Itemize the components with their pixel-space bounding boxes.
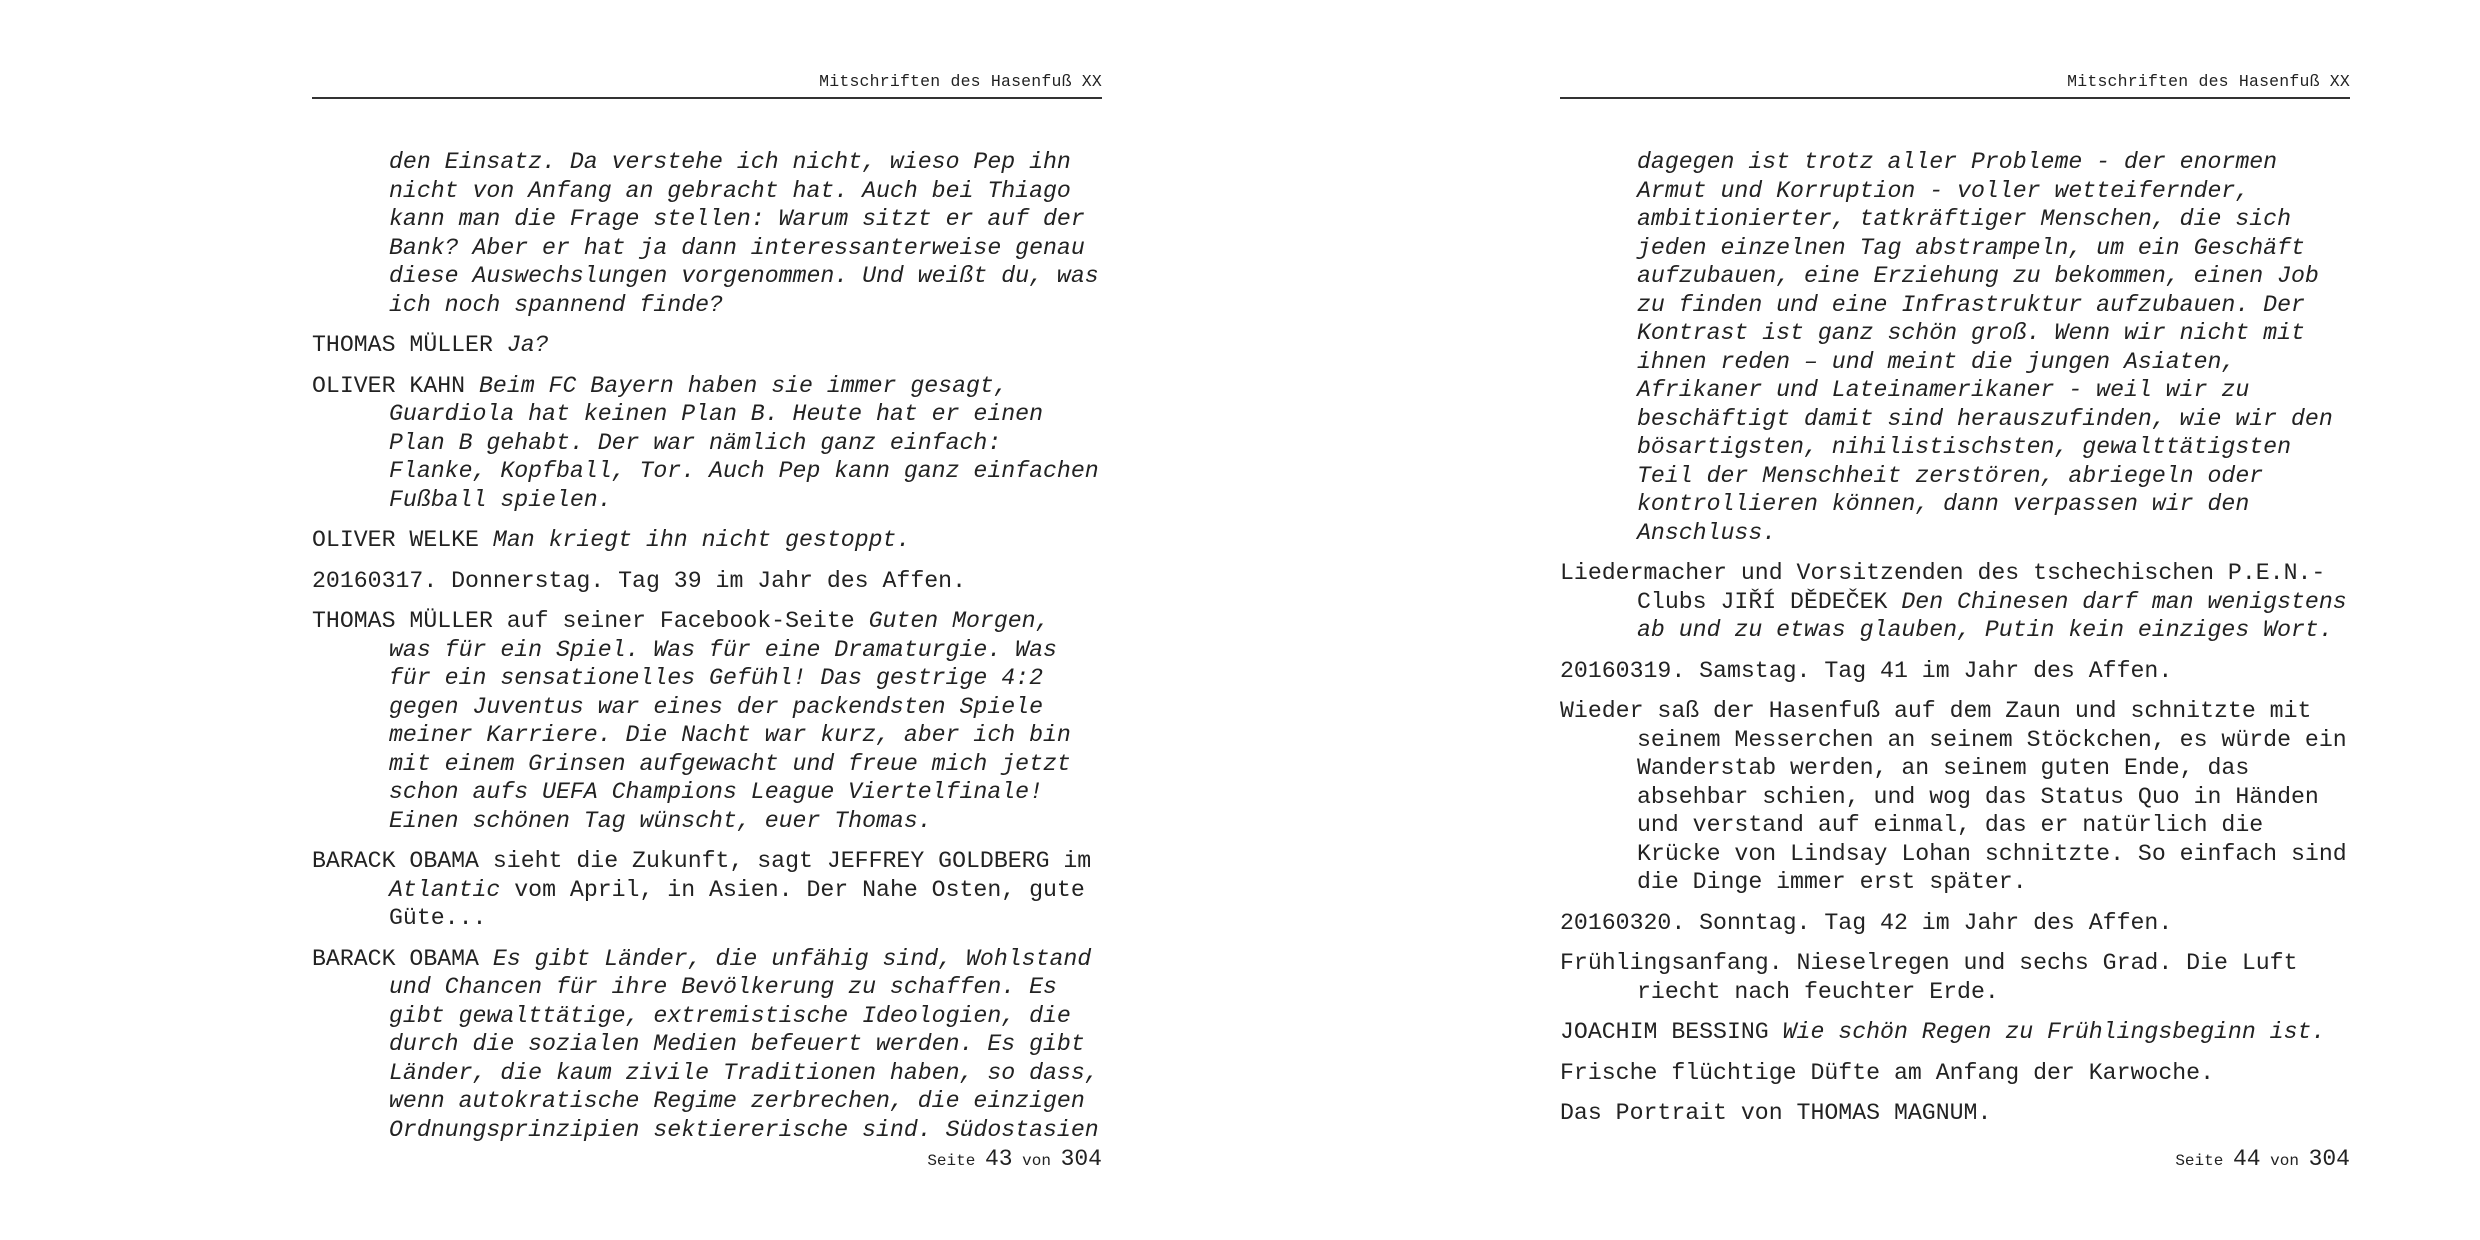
paragraph <box>312 607 1102 835</box>
text-run: OLIVER WELKE <box>312 527 493 553</box>
page-right <box>1560 0 2350 1240</box>
paragraph <box>312 526 1102 555</box>
quote-text: Atlantic <box>389 876 501 903</box>
footer-prefix: Seite <box>2175 1152 2224 1170</box>
text-run: Frühlingsanfang. Nieselregen und sechs Grad. Die Luft riecht nach feuchter Erde. <box>1560 950 2298 1005</box>
paragraph <box>312 945 1102 1145</box>
text-run: THOMAS MÜLLER <box>312 332 507 358</box>
page-left <box>312 0 1102 1240</box>
paragraph <box>1560 1099 2350 1128</box>
footer-page-number: 43 <box>984 1146 1013 1172</box>
text-run: vom April, in Asien. Der Nahe Osten, gute Güte... <box>389 876 1085 931</box>
quote-text: dagegen ist trotz aller Probleme - der enormen Armut und Korruption - voller wetteifernder, ambitionierter, tatkräftiger Menschen, die sich jeden einzelnen Tag abstrampeln, um ein Geschäft aufzubauen, eine Erziehung zu bekommen, einen Job zu finden und eine Infrastruktur aufzubauen. Der Kontrast ist ganz schön groß. Wenn wir nicht mit ihnen reden – und meint die jungen Asiaten, Afrikaner und Lateinamerikaner - weil wir zu beschäftigt damit sind herauszufinden, wie wir den bösartigsten, nihilistischsten, gewalttätigsten Teil der Menschheit zerstören, abriegeln oder kontrollieren können, dann verpassen wir den Anschluss. <box>1637 149 2333 546</box>
paragraph <box>1560 697 2350 897</box>
page-body <box>312 148 1102 1156</box>
text-run: Wieder saß der Hasenfuß auf dem Zaun und schnitzte mit seinem Messerchen an seinem Stöckchen, es würde ein Wanderstab werden, an seinem guten Ende, das absehbar schien, und wog das Status Quo in Händen und verstand auf einmal, das er natürlich die Krücke von Lindsay Lohan schnitzte. So einfach sind die Dinge immer erst später. <box>1560 698 2347 895</box>
quote-text: Man kriegt ihn nicht gestoppt. <box>492 527 911 553</box>
quote-text: Beim FC Bayern haben sie immer gesagt, Guardiola hat keinen Plan B. Heute hat er einen Plan B gehabt. Der war nämlich ganz einfach: Flanke, Kopfball, Tor. Auch Pep kann ganz einfachen Fußball spielen. <box>389 372 1099 513</box>
paragraph <box>1560 1059 2350 1088</box>
continued-paragraph <box>312 148 1102 319</box>
page-number-footer <box>2175 1146 2350 1172</box>
paragraph <box>1560 1018 2350 1047</box>
paragraph <box>312 372 1102 515</box>
quote-text: Den Chinesen darf man wenigstens ab und zu etwas glauben, Putin kein einziges Wort. <box>1637 588 2347 643</box>
footer-middle: von <box>1022 1152 1051 1170</box>
quote-text: Es gibt Länder, die unfähig sind, Wohlstand und Chancen für ihre Bevölkerung zu schaffen. Es gibt gewalttätige, extremistische Ideologien, die durch die sozialen Medien befeuert werden. Es gibt Länder, die kaum zivile Traditionen haben, so dass, wenn autokratische Regime zerbrechen, die einzigen Ordnungsprinzipien sektiererische sind. Südostasien <box>389 945 1099 1143</box>
footer-middle: von <box>2270 1152 2299 1170</box>
footer-total-pages: 304 <box>1060 1146 1102 1172</box>
text-run: OLIVER KAHN <box>312 372 479 399</box>
text-run: Das Portrait von THOMAS MAGNUM. <box>1560 1100 1992 1126</box>
paragraph <box>312 847 1102 933</box>
text-run: Liedermacher und Vorsitzenden des tschechischen P.E.N.-Clubs JIŘÍ DĚDEČEK <box>1560 560 2326 615</box>
text-run: JOACHIM BESSING <box>1560 1019 1783 1045</box>
paragraph <box>1560 949 2350 1006</box>
footer-prefix: Seite <box>927 1152 976 1170</box>
paragraph <box>1560 559 2350 645</box>
paragraph <box>1560 909 2350 938</box>
paragraph <box>312 331 1102 360</box>
page-number-footer <box>927 1146 1102 1172</box>
quote-text: Wie schön Regen zu Frühlingsbeginn ist. <box>1782 1019 2326 1045</box>
quote-text: Guten Morgen, was für ein Spiel. Was für eine Dramaturgie. Was für ein sensationelles Gefühl! Das gestrige 4:2 gegen Juventus war eines der packendsten Spiele meiner Karriere. Die Nacht war kurz, aber ich bin mit einem Grinsen aufgewacht und freue mich jetzt schon aufs UEFA Champions League Viertelfinale! Einen schönen Tag wünscht, euer Thomas. <box>389 608 1071 834</box>
running-header: Mitschriften des Hasenfuß XX <box>1560 72 2350 99</box>
text-run: BARACK OBAMA sieht die Zukunft, sagt JEFFREY GOLDBERG im <box>312 848 1092 874</box>
footer-page-number: 44 <box>2232 1146 2261 1172</box>
page-body <box>1560 148 2350 1140</box>
continued-paragraph <box>1560 148 2350 547</box>
paragraph <box>312 567 1102 596</box>
text-run: THOMAS MÜLLER auf seiner Facebook-Seite <box>312 608 869 634</box>
text-run: 20160317. Donnerstag. Tag 39 im Jahr des Affen. <box>312 567 966 594</box>
text-run: BARACK OBAMA <box>312 945 493 972</box>
quote-text: den Einsatz. Da verstehe ich nicht, wieso Pep ihn nicht von Anfang an gebracht hat. Auch bei Thiago kann man die Frage stellen: Warum sitzt er auf der Bank? Aber er hat ja dann interessanterweise genau diese Auswechslungen vorgenommen. Und weißt du, was ich noch spannend finde? <box>389 149 1099 318</box>
text-run: Frische flüchtige Düfte am Anfang der Karwoche. <box>1560 1059 2214 1086</box>
running-header: Mitschriften des Hasenfuß XX <box>312 72 1102 99</box>
quote-text: Ja? <box>506 332 549 358</box>
text-run: 20160319. Samstag. Tag 41 im Jahr des Affen. <box>1560 657 2173 684</box>
footer-total-pages: 304 <box>2308 1146 2350 1172</box>
paragraph <box>1560 657 2350 686</box>
text-run: 20160320. Sonntag. Tag 42 im Jahr des Affen. <box>1560 909 2173 936</box>
